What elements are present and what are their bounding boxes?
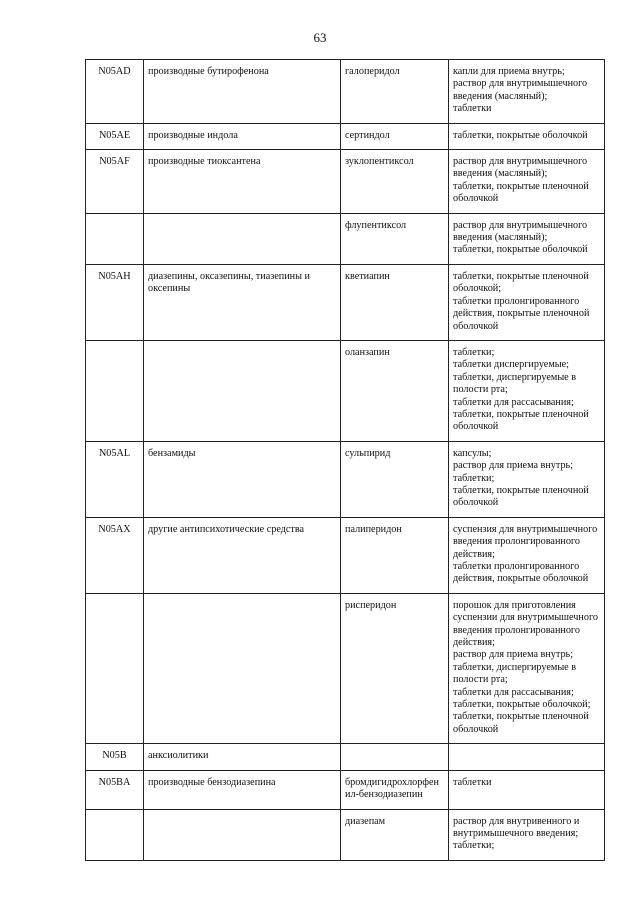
group-name-cell-text: производные тиоксантена bbox=[148, 156, 261, 168]
drug-name-cell bbox=[341, 123, 449, 149]
drug-name-cell-text: оланзапин bbox=[345, 346, 390, 358]
dosage-forms-cell bbox=[449, 60, 605, 124]
dosage-forms-cell-text: таблетки; таблетки диспергируемые; таблетки, диспергируемые в полости рта; таблетки для рассасывания; таблетки, покрытые пленочной оболочкой bbox=[453, 346, 589, 433]
group-name-cell bbox=[144, 770, 341, 809]
table-row bbox=[86, 264, 605, 340]
group-name-cell bbox=[144, 340, 341, 441]
drug-name-cell-text: сульпирид bbox=[345, 447, 391, 459]
dosage-forms-cell bbox=[449, 123, 605, 149]
dosage-forms-cell-text: порошок для приготовления суспензии для внутримышечного введения пролонгированного действия; раствор для приема внутрь; таблетки, диспергируемые в полости рта; таблетки для рассасывания; таблетки, покрытые оболочкой; таблетки, покрытые пленочной оболочкой bbox=[453, 599, 598, 735]
atc-code-cell-text: N05AD bbox=[98, 66, 131, 77]
drug-name-cell bbox=[341, 809, 449, 860]
atc-code-cell bbox=[86, 340, 144, 441]
group-name-cell-text: бензамиды bbox=[148, 447, 196, 459]
drug-name-cell-text: бромдигидрохлорфен ил-бензодиазепин bbox=[345, 776, 442, 801]
atc-code-cell bbox=[86, 264, 144, 340]
table-row bbox=[86, 770, 605, 809]
dosage-forms-cell-text: капли для приема внутрь; раствор для внутримышечного введения (масляный); таблетки bbox=[453, 66, 588, 115]
dosage-forms-cell-text: раствор для внутривенного и внутримышечного введения; таблетки; bbox=[453, 815, 580, 852]
dosage-forms-cell-text: таблетки, покрытые оболочкой bbox=[453, 129, 588, 141]
atc-code-cell-text: N05AH bbox=[98, 270, 131, 282]
drug-name-cell bbox=[341, 441, 449, 517]
drug-name-cell bbox=[341, 517, 449, 593]
group-name-cell bbox=[144, 744, 341, 770]
atc-code-cell bbox=[86, 150, 144, 214]
table-row bbox=[86, 150, 605, 214]
drug-name-cell-text: флупентиксол bbox=[345, 219, 407, 231]
drug-name-cell bbox=[341, 60, 449, 124]
table-row bbox=[86, 593, 605, 743]
atc-code-cell bbox=[86, 123, 144, 149]
dosage-forms-cell-text: суспензия для внутримышечного введения пролонгированного действия; таблетки пролонгированного действия, покрытые оболочкой bbox=[453, 523, 598, 585]
table-row bbox=[86, 517, 605, 593]
drug-name-cell-text: сертиндол bbox=[345, 129, 390, 141]
group-name-cell bbox=[144, 123, 341, 149]
dosage-forms-cell-text: раствор для внутримышечного введения (масляный); таблетки, покрытые оболочкой bbox=[453, 219, 588, 256]
group-name-cell bbox=[144, 441, 341, 517]
atc-code-cell bbox=[86, 809, 144, 860]
drug-name-cell-text: кветиапин bbox=[345, 270, 390, 282]
group-name-cell bbox=[144, 60, 341, 124]
group-name-cell-text: диазепины, оксазепины, тиазепины и оксепины bbox=[148, 270, 313, 295]
atc-code-cell-text: N05AL bbox=[98, 447, 131, 459]
table-row bbox=[86, 809, 605, 860]
group-name-cell-text: другие антипсихотические средства bbox=[148, 523, 305, 535]
drug-name-cell bbox=[341, 340, 449, 441]
dosage-forms-cell-text: таблетки, покрытые пленочной оболочкой; таблетки пролонгированного действия, покрытые пленочной оболочкой bbox=[453, 270, 590, 332]
atc-code-cell bbox=[86, 593, 144, 743]
dosage-forms-cell bbox=[449, 150, 605, 214]
group-name-cell bbox=[144, 264, 341, 340]
dosage-forms-cell-text: таблетки bbox=[453, 776, 492, 788]
drug-table bbox=[85, 59, 605, 861]
drug-name-cell bbox=[341, 150, 449, 214]
dosage-forms-cell bbox=[449, 441, 605, 517]
drug-name-cell bbox=[341, 264, 449, 340]
page-number: 63 bbox=[313, 30, 327, 45]
group-name-cell bbox=[144, 593, 341, 743]
group-name-cell bbox=[144, 213, 341, 264]
dosage-forms-cell-text: капсулы; раствор для приема внутрь; таблетки; таблетки, покрытые пленочной оболочкой bbox=[453, 447, 589, 509]
table-row bbox=[86, 340, 605, 441]
drug-name-cell-text: рисперидон bbox=[345, 599, 397, 611]
dosage-forms-cell bbox=[449, 213, 605, 264]
group-name-cell bbox=[144, 809, 341, 860]
dosage-forms-cell bbox=[449, 264, 605, 340]
drug-name-cell bbox=[341, 744, 449, 770]
drug-name-cell bbox=[341, 770, 449, 809]
atc-code-cell bbox=[86, 213, 144, 264]
drug-name-cell-text: галоперидол bbox=[345, 66, 400, 77]
table-row bbox=[86, 213, 605, 264]
group-name-cell-text: анксиолитики bbox=[148, 750, 209, 762]
atc-code-cell bbox=[86, 60, 144, 124]
atc-code-cell-text: N05AX bbox=[98, 523, 131, 535]
atc-code-cell bbox=[86, 770, 144, 809]
dosage-forms-cell bbox=[449, 593, 605, 743]
drug-name-cell-text: палиперидон bbox=[345, 523, 402, 535]
atc-code-cell-text: N05AF bbox=[99, 156, 130, 168]
dosage-forms-cell bbox=[449, 770, 605, 809]
atc-code-cell-text: N05BA bbox=[98, 776, 131, 788]
drug-name-cell-text: диазепам bbox=[345, 815, 386, 827]
atc-code-cell bbox=[86, 744, 144, 770]
drug-name-cell-text: зуклопентиксол bbox=[345, 156, 414, 168]
table-row bbox=[86, 60, 605, 124]
dosage-forms-cell bbox=[449, 340, 605, 441]
drug-name-cell bbox=[341, 593, 449, 743]
dosage-forms-cell-text: раствор для внутримышечного введения (масляный); таблетки, покрытые пленочной оболочкой bbox=[453, 156, 589, 205]
dosage-forms-cell bbox=[449, 517, 605, 593]
atc-code-cell bbox=[86, 517, 144, 593]
group-name-cell bbox=[144, 517, 341, 593]
atc-code-cell bbox=[86, 441, 144, 517]
group-name-cell bbox=[144, 150, 341, 214]
drug-name-cell bbox=[341, 213, 449, 264]
group-name-cell-text: производные бутирофенона bbox=[148, 66, 269, 77]
atc-code-cell-text: N05B bbox=[102, 750, 127, 762]
group-name-cell-text: производные индола bbox=[148, 129, 238, 141]
dosage-forms-cell bbox=[449, 809, 605, 860]
group-name-cell-text: производные бензодиазепина bbox=[148, 776, 276, 788]
table-row bbox=[86, 441, 605, 517]
table-row bbox=[86, 744, 605, 770]
dosage-forms-cell bbox=[449, 744, 605, 770]
table-row bbox=[86, 123, 605, 149]
atc-code-cell-text: N05AE bbox=[98, 129, 131, 141]
